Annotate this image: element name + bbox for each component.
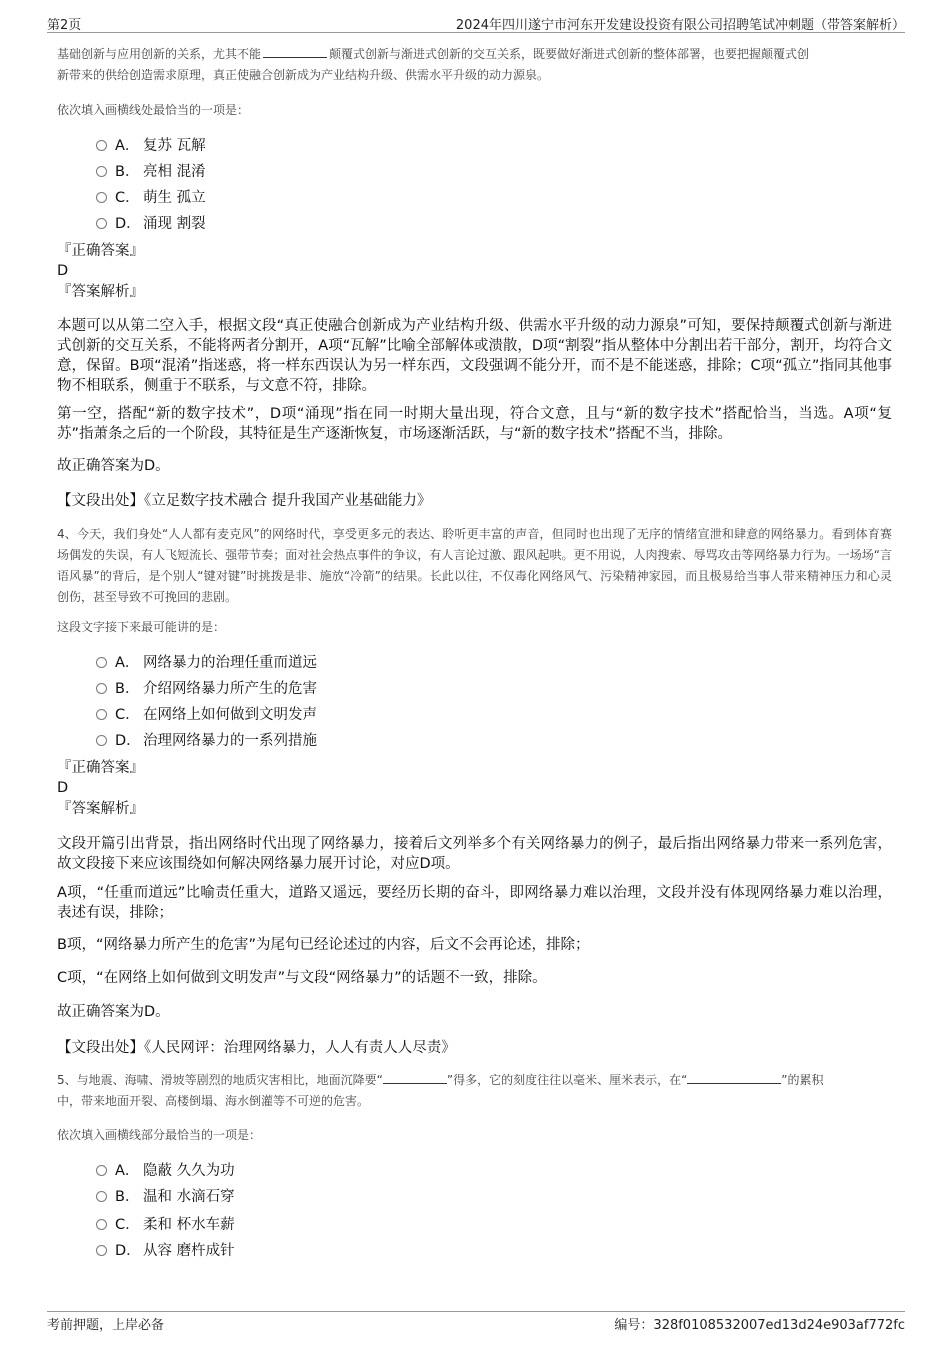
- q3-prompt: 依次填入画横线处最恰当的一项是：: [57, 103, 250, 117]
- q3-stem: 基础创新与应用创新的关系，尤其不能 颠覆式创新与渐进式创新的交互关系，既要做好渐进式创新的整体部署，也要把握颠覆式创 新带来的供给创造需求原理，真正使融合创新成为产业结构升级、供需水平升级的动力源泉。: [57, 47, 810, 82]
- q3-analysis-3: 故正确答案为D。: [57, 458, 170, 474]
- q4-source: 【文段出处】《人民网评：治理网络暴力，人人有责人人尽责》: [57, 1040, 456, 1056]
- document-title: 2024年四川遂宁市河东开发建设投资有限公司招聘笔试冲刺题（带答案解析）: [455, 18, 905, 33]
- radio-icon[interactable]: [96, 735, 107, 746]
- q5-blank-1: [383, 1071, 447, 1084]
- q5-option-b[interactable]: B． 温和 水滴石穿: [96, 1187, 235, 1207]
- q4-option-d[interactable]: D． 治理网络暴力的一系列措施: [96, 731, 317, 751]
- radio-icon[interactable]: [96, 1245, 107, 1256]
- footer-divider: [47, 1311, 905, 1312]
- q3-blank: [263, 45, 327, 58]
- q3-answer-label: 『正确答案』: [57, 243, 144, 259]
- radio-icon[interactable]: [96, 166, 107, 177]
- radio-icon[interactable]: [96, 657, 107, 668]
- q3-analysis-1: 本题可以从第二空入手，根据文段“真正使融合创新成为产业结构升级、供需水平升级的动力源泉”可知，要保持颠覆式创新与渐进式创新的交互关系，不能将两者分割开，A项“瓦解”比喻全部解体或溃散，D项“割裂”指从整体中分割出若干部分，割开，均符合文意，保留。B项“混淆”指迷惑，将一样东西误认为另一样东西，文段强调不能分开，而不是不能迷惑，排除；C项“孤立”指同其他事物不相联系，侧重于不联系，与文意不符，排除。: [57, 318, 892, 394]
- q4-analysis-1: 文段开篇引出背景，指出网络时代出现了网络暴力，接着后文列举多个有关网络暴力的例子，最后指出网络暴力带来一系列危害，故文段接下来应该围绕如何解决网络暴力展开讨论，对应D项。: [57, 836, 892, 872]
- q3-option-d[interactable]: D． 涌现 割裂: [96, 214, 206, 234]
- q5-option-c[interactable]: C． 柔和 杯水车薪: [96, 1215, 235, 1235]
- header-divider: [47, 32, 905, 33]
- radio-icon[interactable]: [96, 1165, 107, 1176]
- q5-option-d[interactable]: D． 从容 磨杵成针: [96, 1241, 235, 1261]
- q5-prompt: 依次填入画横线部分最恰当的一项是：: [57, 1128, 262, 1142]
- q4-stem: 4、今天，我们身处“人人都有麦克风”的网络时代，享受更多元的表达、聆听更丰富的声音，但同时也出现了无序的情绪宣泄和肆意的网络暴力。看到体育赛场偶发的失误，有人飞短流长、强带节奏；面对社会热点事件的争议，有人言论过激、跟风起哄。更不用说，人肉搜索、辱骂攻击等网络暴力行为。一场场“言语风暴”的背后，是个别人“键对键”时挑拨是非、施放“冷箭”的结果。长此以往，不仅毒化网络风气、污染精神家园，而且极易给当事人带来精神压力和心灵创伤，甚至导致不可挽回的悲剧。: [57, 527, 892, 604]
- q4-analysis-3: B项，“网络暴力所产生的危害”为尾句已经论述过的内容，后文不会再论述，排除；: [57, 937, 590, 953]
- q4-analysis-5: 故正确答案为D。: [57, 1004, 170, 1020]
- document-id: 编号：328f0108532007ed13d24e903af772fc: [614, 1318, 905, 1333]
- radio-icon[interactable]: [96, 709, 107, 720]
- footer-slogan: 考前押题，上岸必备: [47, 1318, 165, 1333]
- q5-option-a[interactable]: A． 隐蔽 久久为功: [96, 1161, 235, 1181]
- q3-option-a[interactable]: A． 复苏 瓦解: [96, 136, 206, 156]
- page-number: 第2页: [47, 18, 82, 33]
- page-header: [47, 14, 905, 32]
- q3-source: 【文段出处】《立足数字技术融合 提升我国产业基础能力》: [57, 493, 432, 509]
- radio-icon[interactable]: [96, 1191, 107, 1202]
- q4-analysis-2: A项，“任重而道远”比喻责任重大，道路又遥远，要经历长期的奋斗，即网络暴力难以治理，文段并没有体现网络暴力难以治理，表述有误，排除；: [57, 885, 892, 921]
- q4-option-b[interactable]: B． 介绍网络暴力所产生的危害: [96, 679, 317, 699]
- q3-analysis-2: 第一空，搭配“新的数字技术”，D项“涌现”指在同一时期大量出现，符合文意，且与“新的数字技术”搭配恰当，当选。A项“复苏”指萧条之后的一个阶段，其特征是生产逐渐恢复，市场逐渐活跃，与“新的数字技术”搭配不当，排除。: [57, 406, 892, 442]
- q3-option-b[interactable]: B． 亮相 混淆: [96, 162, 206, 182]
- q4-analysis-4: C项，“在网络上如何做到文明发声”与文段“网络暴力”的话题不一致，排除。: [57, 970, 547, 986]
- q4-option-c[interactable]: C． 在网络上如何做到文明发声: [96, 705, 317, 725]
- radio-icon[interactable]: [96, 192, 107, 203]
- q5-blank-2: [687, 1071, 781, 1084]
- radio-icon[interactable]: [96, 683, 107, 694]
- q3-analysis-label: 『答案解析』: [57, 284, 144, 300]
- radio-icon[interactable]: [96, 218, 107, 229]
- q3-option-c[interactable]: C． 萌生 孤立: [96, 188, 206, 208]
- radio-icon[interactable]: [96, 140, 107, 151]
- q3-answer: D: [57, 263, 69, 279]
- q4-prompt: 这段文字接下来最可能讲的是：: [57, 620, 226, 634]
- q4-analysis-label: 『答案解析』: [57, 801, 144, 817]
- radio-icon[interactable]: [96, 1219, 107, 1230]
- q4-option-a[interactable]: A． 网络暴力的治理任重而道远: [96, 653, 317, 673]
- q4-answer: D: [57, 780, 69, 796]
- q5-stem: 5、与地震、海啸、滑坡等剧烈的地质灾害相比，地面沉降要“ ”得多，它的刻度往往以毫米、厘米表示，在“ ”的累积 中，带来地面开裂、高楼倒塌、海水倒灌等不可逆的危害。: [57, 1073, 824, 1108]
- q4-answer-label: 『正确答案』: [57, 760, 144, 776]
